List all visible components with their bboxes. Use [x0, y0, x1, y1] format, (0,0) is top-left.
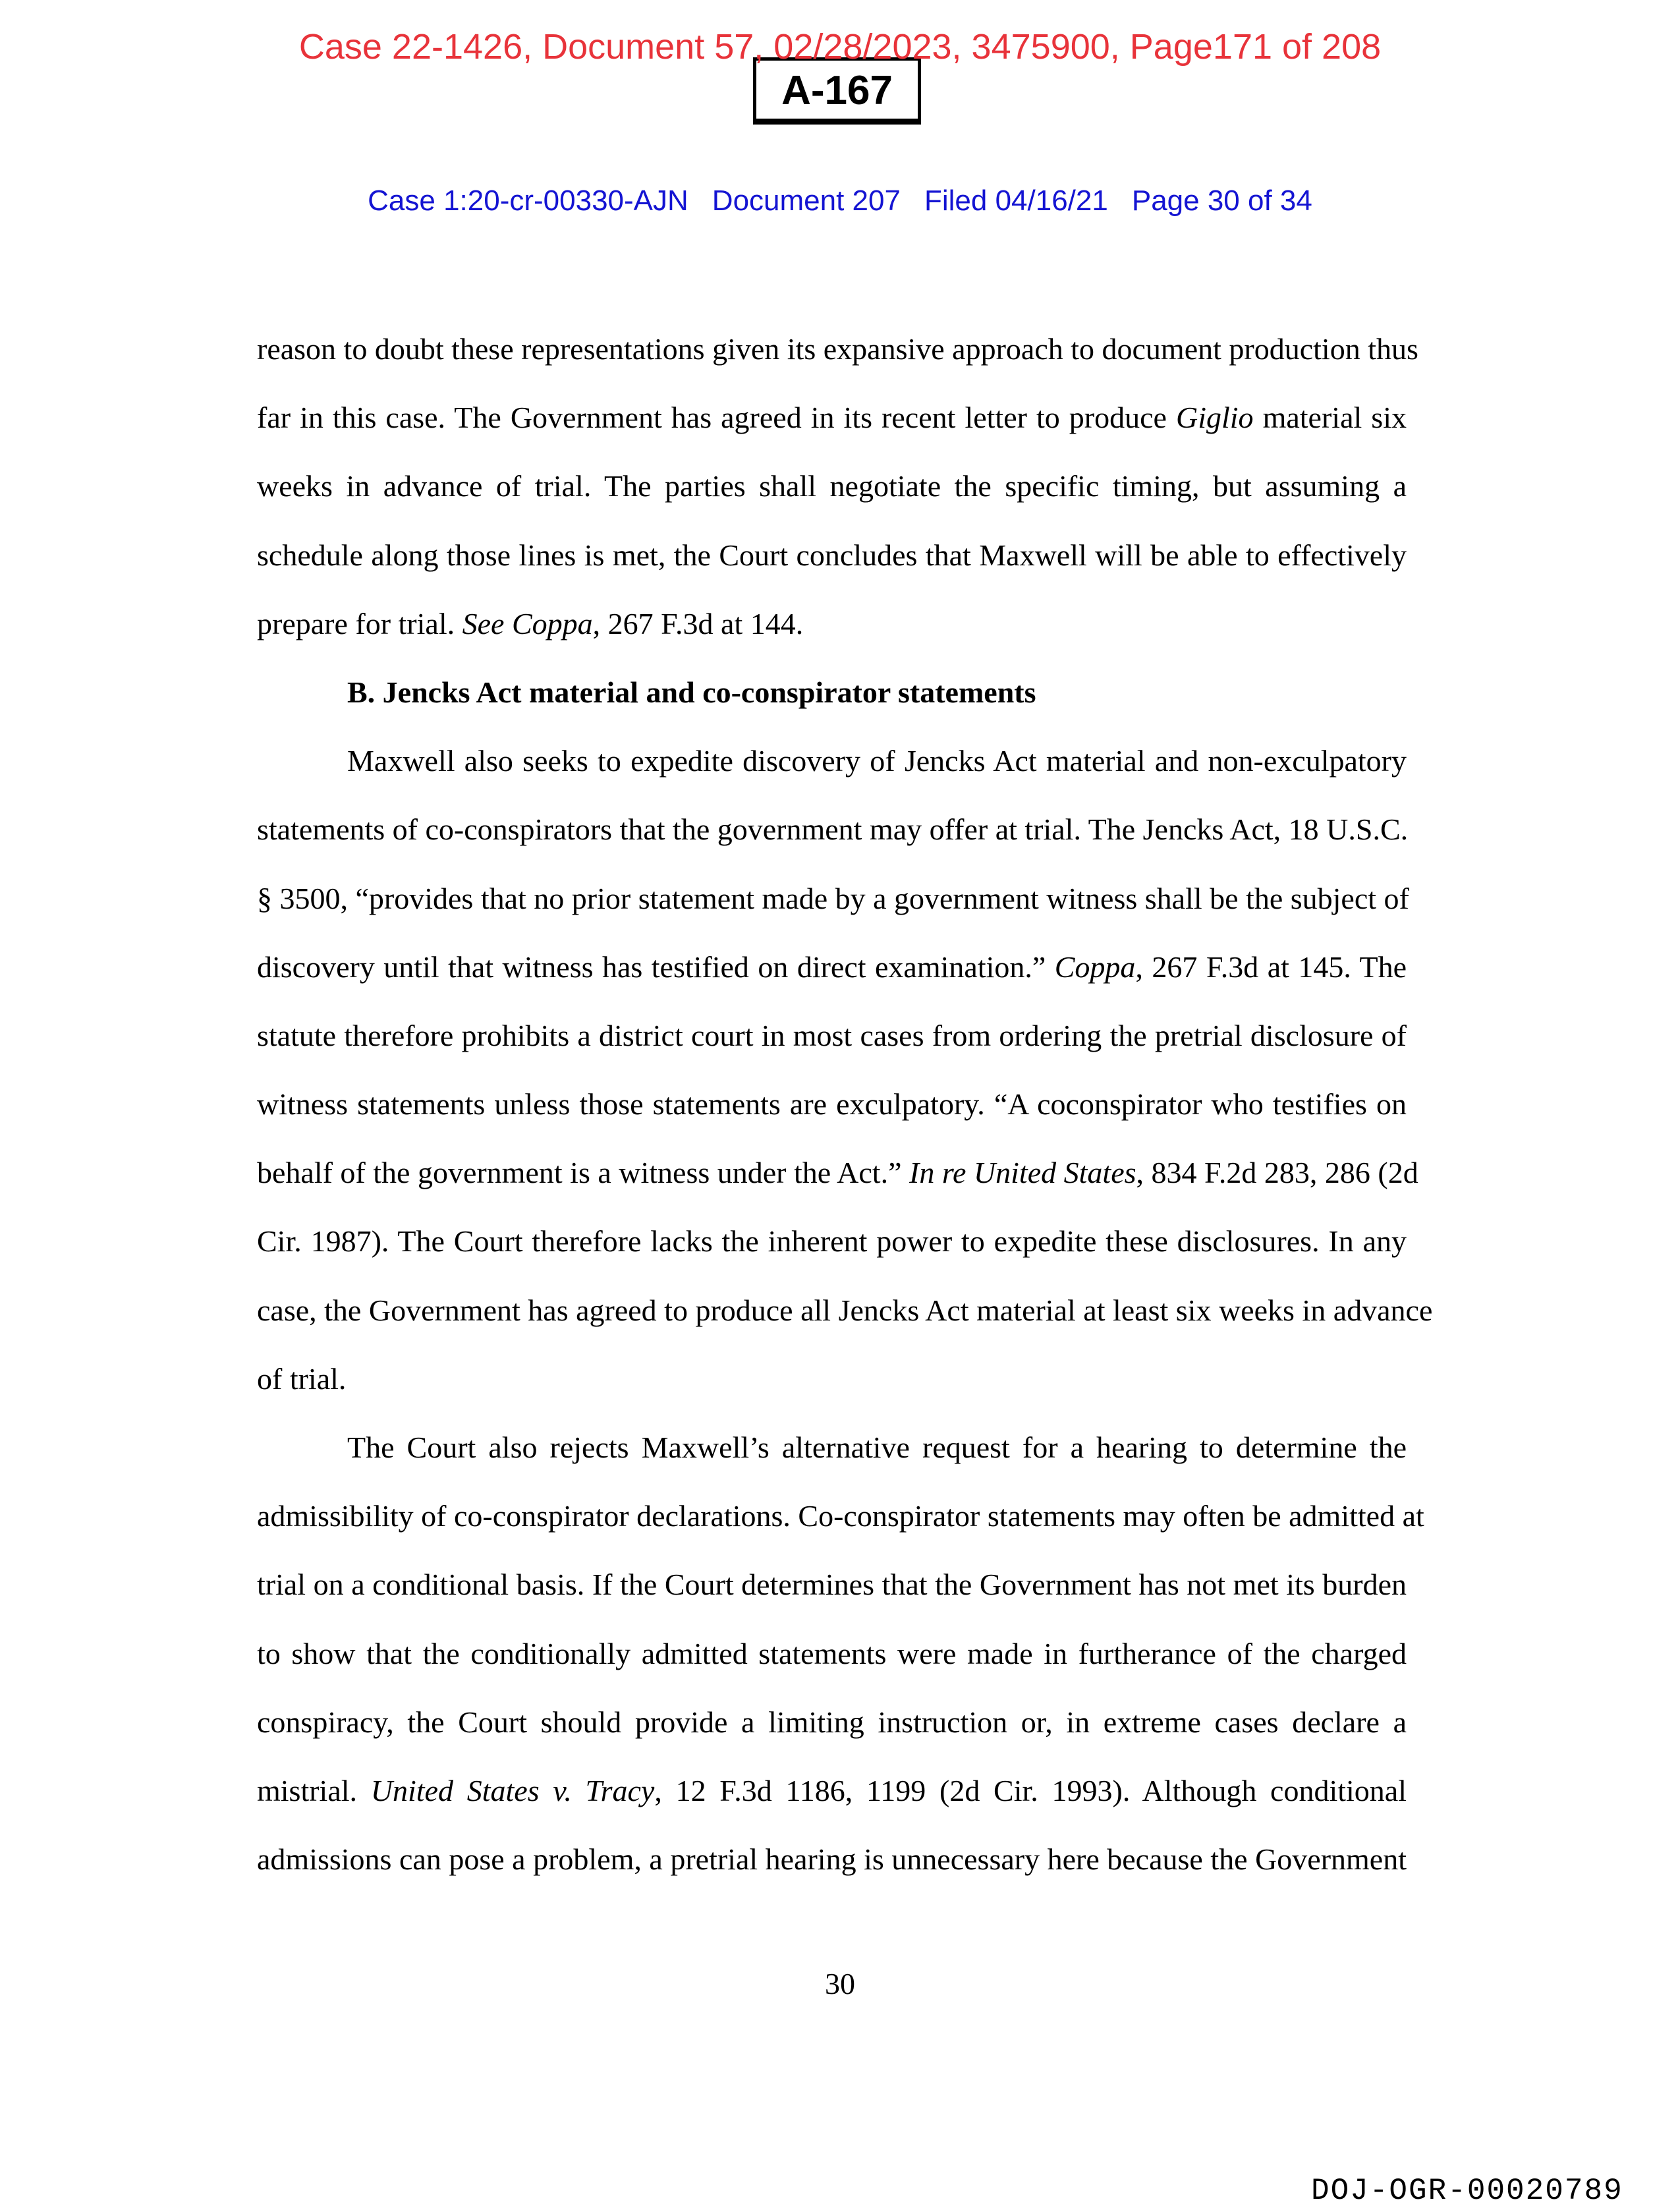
text-line — [257, 879, 1407, 948]
case-citation: Coppa — [1054, 950, 1136, 984]
paragraph-jencks-act — [257, 741, 1433, 1428]
text-line — [257, 1016, 1407, 1085]
text-run: admissibility of co-conspirator declarations. Co-conspirator statements may often be admitted at — [257, 1499, 1424, 1533]
district-court-header — [0, 184, 1680, 217]
text-line — [257, 1703, 1407, 1771]
paragraph-giglio-timing — [257, 329, 1418, 673]
case-citation: Giglio — [1175, 401, 1254, 435]
appendix-page-box — [753, 57, 921, 125]
text-line — [257, 1634, 1407, 1703]
text-run: to show that the conditionally admitted statements were made in furtherance of the charged — [257, 1636, 1407, 1670]
text-line — [257, 1771, 1407, 1840]
document-body — [257, 329, 1433, 1908]
text-line — [257, 1840, 1407, 1908]
case-citation: See Coppa — [462, 606, 593, 640]
case-citation: In re United States — [909, 1156, 1136, 1190]
text-run: The Court also rejects Maxwell’s alternative request for a hearing to determine the — [347, 1431, 1407, 1464]
text-run: mistrial. — [257, 1773, 371, 1807]
section-heading-b: B. Jencks Act material and co-conspirator statements — [347, 675, 1036, 709]
text-run: behalf of the government is a witness under the Act.” — [257, 1156, 909, 1190]
text-run: trial on a conditional basis. If the Court determines that the Government has not met its burden — [257, 1568, 1407, 1602]
text-line — [257, 1496, 1424, 1565]
text-line — [257, 329, 1418, 398]
text-run: material six — [1253, 401, 1407, 435]
case-citation: United States v. Tracy — [370, 1773, 655, 1807]
text-run: far in this case. The Government has agreed in its recent letter to produce — [257, 401, 1176, 435]
text-line — [257, 1153, 1418, 1222]
text-line — [257, 1359, 1407, 1428]
text-line — [257, 810, 1407, 878]
text-run: statements of co-conspirators that the government may offer at trial. The Jencks Act, 18 U.S.C. — [257, 812, 1409, 847]
text-run: , 267 F.3d at 144. — [592, 606, 804, 640]
text-line — [257, 536, 1407, 604]
text-run: schedule along those lines is met, the Court concludes that Maxwell will be able to effectively — [257, 538, 1407, 572]
text-line — [257, 604, 1407, 673]
bates-number: DOJ-OGR-00020789 — [1311, 2174, 1623, 2208]
text-line — [257, 948, 1407, 1016]
text-line — [257, 398, 1407, 467]
text-line — [257, 1428, 1407, 1496]
district-case-number: Case 1:20-cr-00330-AJN — [368, 184, 688, 217]
district-document-number: Document 207 — [712, 184, 901, 217]
paragraph-coconspirator-hearing — [257, 1428, 1424, 1908]
text-run: reason to doubt these representations given its expansive approach to document production thus — [257, 332, 1418, 366]
district-filed-date: Filed 04/16/21 — [924, 184, 1108, 217]
page-number: 30 — [825, 1967, 855, 2000]
text-line — [257, 741, 1407, 810]
text-line — [257, 1085, 1407, 1153]
text-run: case, the Government has agreed to produce all Jencks Act material at least six weeks in advance — [257, 1293, 1433, 1327]
text-run: weeks in advance of trial. The parties shall negotiate the specific timing, but assuming a — [257, 469, 1407, 503]
text-run: , 267 F.3d at 145. The — [1135, 950, 1407, 984]
text-line — [257, 1565, 1407, 1633]
appendix-page-label: A-167 — [781, 68, 893, 113]
text-run: witness statements unless those statements are exculpatory. “A coconspirator who testifies on — [257, 1087, 1407, 1121]
text-line — [257, 467, 1407, 535]
text-run: statute therefore prohibits a district court in most cases from ordering the pretrial disclosure of — [257, 1018, 1407, 1052]
text-run: Maxwell also seeks to expedite discovery of Jencks Act material and non-exculpatory — [347, 744, 1407, 778]
text-run: of trial. — [257, 1361, 347, 1396]
text-run: , 12 F.3d 1186, 1199 (2d Cir. 1993). Although conditional — [654, 1773, 1407, 1807]
text-run: prepare for trial. — [257, 606, 462, 640]
district-page-count: Page 30 of 34 — [1131, 184, 1312, 217]
text-run: admissions can pose a problem, a pretrial hearing is unnecessary here because the Government — [257, 1842, 1407, 1877]
text-line — [257, 1222, 1407, 1290]
text-run: discovery until that witness has testified on direct examination.” — [257, 950, 1055, 984]
text-line — [257, 1291, 1433, 1359]
appellate-case-stamp: Case 22-1426, Document 57, 02/28/2023, 3475900, Page171 of 208 — [298, 27, 1382, 67]
text-run: § 3500, “provides that no prior statement made by a government witness shall be the subject of — [257, 881, 1409, 915]
text-run: Cir. 1987). The Court therefore lacks the inherent power to expedite these disclosures. In any — [257, 1224, 1407, 1259]
text-run: conspiracy, the Court should provide a limiting instruction or, in extreme cases declare a — [257, 1705, 1407, 1739]
text-run: , 834 F.2d 283, 286 (2d — [1136, 1156, 1418, 1190]
